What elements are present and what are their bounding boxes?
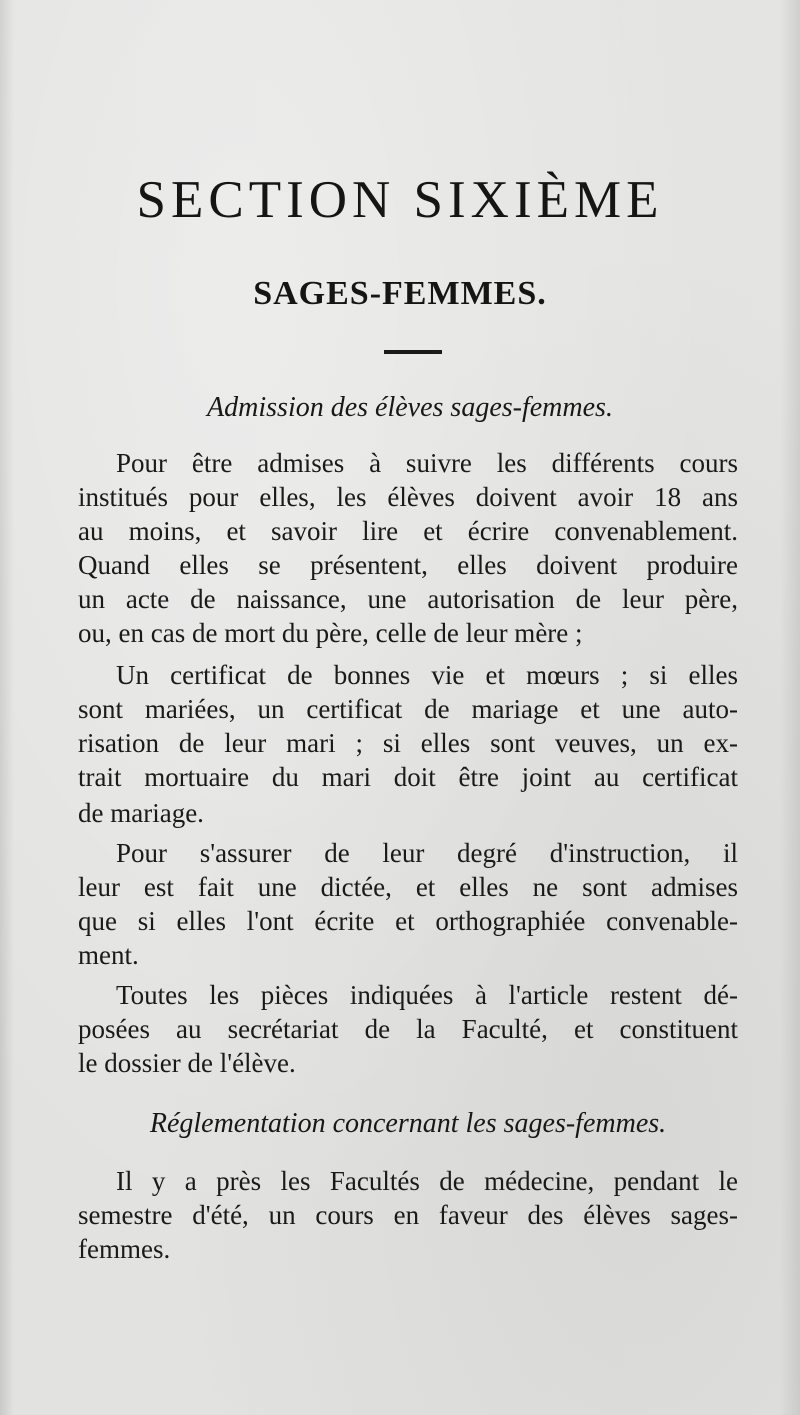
text-line: ou, en cas de mort du père, celle de leur mère ;: [78, 618, 583, 648]
text-line: femmes.: [78, 1234, 171, 1264]
text-line: que si elles l'ont écrite et orthographiée convenable-: [78, 906, 738, 936]
text-line: Pour s'assurer de leur degré d'instruction, il: [116, 838, 738, 868]
text-line: sont mariées, un certificat de mariage et une auto-: [78, 694, 738, 724]
subheading-admission: Admission des élèves sages-femmes.: [207, 392, 613, 423]
text-line: Il y a près les Facultés de médecine, pendant le: [116, 1166, 738, 1196]
section-title: SECTION SIXIÈME: [136, 171, 664, 229]
text-line: trait mortuaire du mari doit être joint au certificat: [78, 762, 738, 792]
text-line: risation de leur mari ; si elles sont veuves, un ex-: [78, 728, 738, 758]
text-line: ment.: [78, 940, 139, 970]
subheading-reglementation: Réglementation concernant les sages-femmes.: [149, 1108, 667, 1139]
text-line: de mariage.: [78, 798, 204, 828]
text-line: au moins, et savoir lire et écrire convenablement.: [78, 516, 738, 546]
text-line: Toutes les pièces indiquées à l'article restent dé-: [116, 980, 738, 1010]
text-line: semestre d'été, un cours en faveur des élèves sages-: [78, 1200, 738, 1230]
text-line: leur est fait une dictée, et elles ne sont admises: [78, 872, 738, 902]
title-rule: [384, 350, 442, 354]
text-line: Pour être admises à suivre les différents cours: [116, 448, 738, 478]
chapter-title: SAGES-FEMMES.: [253, 275, 547, 312]
text-line: Un certificat de bonnes vie et mœurs ; si elles: [116, 660, 738, 690]
text-line: posées au secrétariat de la Faculté, et constituent: [78, 1014, 738, 1044]
text-line: institués pour elles, les élèves doivent avoir 18 ans: [78, 482, 738, 512]
text-line: Quand elles se présentent, elles doivent produire: [78, 550, 738, 580]
text-line: un acte de naissance, une autorisation de leur père,: [78, 584, 738, 614]
text-line: le dossier de l'élève.: [78, 1048, 296, 1078]
